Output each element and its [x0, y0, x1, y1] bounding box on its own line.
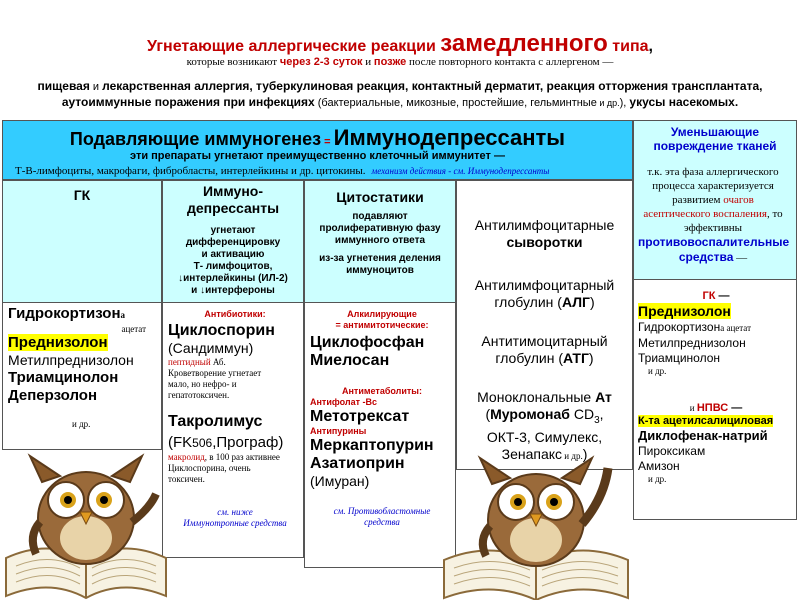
right-drug-3: Метилпреднизолон	[638, 336, 746, 350]
sera-cell	[456, 180, 633, 470]
sera-sub: 3	[594, 414, 600, 426]
right-drug-7: Пироксикам	[638, 444, 706, 458]
anti-inflammatory-cell	[633, 280, 797, 520]
right-header-emphasis: очагов асептического воспаления	[643, 194, 767, 220]
right-drug-1: Преднизолон	[638, 303, 731, 319]
sera-text: )	[589, 294, 595, 310]
immuno-desc-line: ↓интерлейкины (ИЛ-2)	[178, 273, 288, 284]
cyto-desc-line: иммунного ответа	[334, 235, 426, 246]
reaction-text: аутоиммунные поражения при инфекциях	[61, 95, 315, 109]
title-part: Угнетающие аллергические реакции	[147, 38, 441, 55]
header-cells-text: Т-В-лимфоциты, макрофаги, фибробласты, интерлейкины и др. цитокины.	[15, 165, 366, 177]
header-title-emphasis: Иммунодепрессанты	[333, 125, 566, 150]
immuno-drug-1-note	[168, 357, 302, 368]
cyto-see-link[interactable]: средства	[364, 517, 400, 527]
sera-item-2	[457, 277, 632, 311]
antifolate-label: Антифолат -Вс	[310, 397, 378, 407]
cyto-body-cell	[304, 303, 456, 568]
sera-emphasis: АЛГ	[561, 294, 590, 310]
cyto-desc-line: из-за угнетения деления	[319, 253, 441, 264]
right-nsaid-label: НПВС	[696, 402, 729, 414]
sera-text: Антилимфоцитарный	[474, 277, 615, 293]
cyto-header-cell	[304, 180, 456, 303]
immuno-drug-1-note: гепатотоксичен.	[168, 390, 230, 400]
sera-text: Моноклональные	[477, 389, 596, 405]
reaction-text: и	[89, 81, 103, 93]
brand-text: (FK	[168, 434, 193, 451]
sera-text: (	[485, 406, 491, 422]
title-part: типа	[607, 38, 649, 55]
right-drug-8: Амизон	[638, 459, 680, 473]
immuno-body-cell	[162, 303, 304, 558]
sera-item-3	[457, 333, 632, 367]
right-etc: и др.	[648, 366, 667, 376]
antibiotics-label: Антибиотики:	[204, 309, 266, 319]
reaction-text: (бактериальные, микозные, простейшие, гельминтные	[314, 97, 597, 109]
sera-text: Антилимфоцитарные	[474, 217, 615, 233]
sera-emphasis: АТГ	[563, 350, 589, 366]
cyto-drug-2: Миелосан	[310, 352, 390, 369]
immuno-desc-line: угнетают	[210, 225, 256, 236]
gk-drug-1	[8, 305, 160, 324]
right-drug-2-note: а ацетат	[720, 323, 752, 333]
immuno-header-cell	[162, 180, 304, 303]
cyto-drug-5: Азатиоприн	[310, 455, 405, 472]
right-drug-6: Диклофенак-натрий	[638, 428, 768, 443]
immuno-header: Иммуно-депрессанты	[186, 183, 280, 216]
cyto-header: Цитостатики	[336, 189, 424, 205]
immuno-desc-line: и активацию	[201, 249, 265, 260]
sera-emphasis: Ат	[595, 389, 612, 405]
sera-text: Антитимоцитарный	[481, 333, 608, 349]
sera-text: глобулин (	[495, 350, 563, 366]
immuno-drug-2-note: токсичен.	[168, 474, 205, 484]
gk-body-cell	[2, 303, 162, 450]
cyto-drug-4: Меркаптопурин	[310, 437, 434, 454]
immuno-drug-2-note	[168, 452, 302, 463]
immuno-drug-1: Циклоспорин	[168, 322, 275, 339]
immuno-desc-line: Т- лимфоцитов,	[193, 261, 273, 272]
reaction-text: ),	[619, 97, 630, 109]
header-cells	[15, 165, 549, 177]
subtitle	[0, 56, 800, 68]
note-emphasis: пептидный	[168, 357, 211, 367]
brand-text: ,Програф)	[212, 434, 284, 451]
reaction-text: пищевая	[37, 79, 90, 93]
cyto-desc-line: подавляют	[352, 211, 408, 222]
right-drug-5: К-та ацетилсалициловая	[638, 415, 774, 427]
reaction-text: укусы насекомых	[629, 95, 735, 109]
sera-emphasis: сыворотки	[506, 234, 583, 250]
subtitle-text: которые возникают	[186, 56, 280, 68]
sera-text: глобулин (	[494, 294, 562, 310]
subtitle-emphasis: позже	[373, 56, 407, 68]
antipurines-label: Антипурины	[310, 426, 367, 436]
antimetabolites-label: Антиметаболиты:	[341, 386, 422, 396]
title-emphasis: замедленного	[440, 30, 608, 57]
reaction-text: и др.	[596, 98, 620, 108]
immuno-drug-2-brand	[168, 434, 302, 452]
gk-header: ГК	[73, 187, 91, 203]
title-comma: ,	[648, 38, 653, 55]
gk-drug-2: Преднизолон	[8, 334, 108, 351]
reactions-list	[10, 79, 790, 111]
immuno-see-link[interactable]: Иммунотропные средства	[183, 518, 287, 528]
sera-text: )	[588, 350, 594, 366]
right-header-text: —	[733, 252, 748, 264]
right-header-title: Уменьшающие повреждение тканей	[653, 125, 777, 153]
alkylating-label: = антимитотические:	[335, 320, 429, 330]
sera-text: ,	[599, 406, 604, 422]
note-text: , в 100 раз активнее	[204, 452, 280, 462]
gk-drug-3: Метилпреднизолон	[8, 352, 134, 368]
right-header-text: т.к. эта фаза аллергического процесса характеризуется развитием	[647, 166, 779, 206]
gk-etc: и др.	[72, 419, 91, 429]
header-subtitle: эти препараты угнетают преимущественно клеточный иммунитет —	[130, 150, 505, 162]
note-emphasis: макролид	[168, 452, 205, 462]
reaction-text: .	[734, 95, 739, 109]
alkylating-label: Алкилирующие	[347, 309, 417, 319]
right-drug-2: Гидрокортизон	[638, 320, 721, 334]
header-sep: =	[321, 136, 334, 148]
gk-drug-4: Триамцинолон	[8, 369, 119, 386]
header-title	[3, 125, 632, 151]
immuno-drug-1-note: Кроветворение угнетает	[168, 368, 262, 378]
cyto-drug-3: Метотрексат	[310, 408, 410, 425]
sera-item-1	[457, 217, 632, 251]
owl-pointing-icon	[436, 438, 636, 600]
page-title	[0, 30, 800, 58]
subtitle-text: и	[362, 56, 374, 68]
tissue-damage-header	[633, 120, 797, 280]
cyto-desc	[305, 211, 455, 277]
immuno-drug-2: Такролимус	[168, 413, 263, 430]
header-link[interactable]: механизм действия - см. Иммунодепрессанты	[371, 166, 550, 176]
gk-header-cell	[2, 180, 162, 303]
drug-suffix: а	[120, 310, 126, 320]
reaction-text: лекарственная аллергия, туберкулиновая реакция, контактный дерматит, реакция отторжения трансплантата,	[102, 79, 763, 93]
right-etc: и др.	[648, 474, 667, 484]
right-dash: —	[728, 402, 743, 414]
header-title-part: Подавляющие иммуногенез	[69, 129, 322, 149]
immuno-drug-1-brand: (Сандиммун)	[168, 340, 254, 356]
sera-text: CD	[569, 406, 595, 422]
sera-emphasis: Муромонаб	[490, 406, 570, 422]
subtitle-text: после повторного контакта с аллергеном —	[406, 56, 614, 68]
immuno-desc-line: и ↓интерфероны	[191, 285, 275, 296]
immunosuppressants-header	[2, 120, 633, 180]
right-header-body	[638, 165, 788, 265]
immuno-drug-1-note: мало, но нефро- и	[168, 379, 237, 389]
sera-text: Зенапакс	[501, 445, 563, 462]
brand-text: 506	[192, 436, 213, 450]
right-header-text: , то эффективны	[683, 208, 783, 234]
sera-text: )	[582, 445, 588, 462]
sera-text: ОКТ-3, Симулекс,	[486, 428, 603, 445]
note-text: Аб.	[210, 357, 226, 367]
cyto-see-link[interactable]: см. Противобластомные	[333, 506, 431, 516]
cyto-desc-line: иммуноцитов	[346, 265, 414, 276]
gk-drug-5: Деперзолон	[8, 387, 98, 404]
right-and: и	[689, 403, 697, 413]
cyto-drug-5-brand: (Имуран)	[310, 473, 370, 489]
owl-reading-book-icon	[0, 438, 172, 600]
right-header-highlight: противовоспалительные средства	[638, 235, 790, 264]
right-dash: —	[715, 290, 730, 302]
right-gk-label: ГК	[702, 290, 716, 302]
right-drug-4: Триамцинолон	[638, 351, 721, 365]
immuno-see-link[interactable]: см. ниже	[217, 507, 253, 517]
gk-drug-1-note: ацетат	[121, 324, 146, 334]
immuno-desc	[163, 225, 303, 297]
cyto-drug-1: Циклофосфан	[310, 334, 425, 351]
immuno-drug-2-note: Циклоспорина, очень	[168, 463, 251, 473]
cyto-desc-line: пролиферативную фазу	[319, 223, 441, 234]
sera-etc: и др.	[562, 450, 583, 461]
subtitle-emphasis: через 2-3 суток	[279, 56, 363, 68]
drug-name: Гидрокортизон	[8, 305, 121, 322]
immuno-desc-line: дифференцировку	[185, 237, 281, 248]
